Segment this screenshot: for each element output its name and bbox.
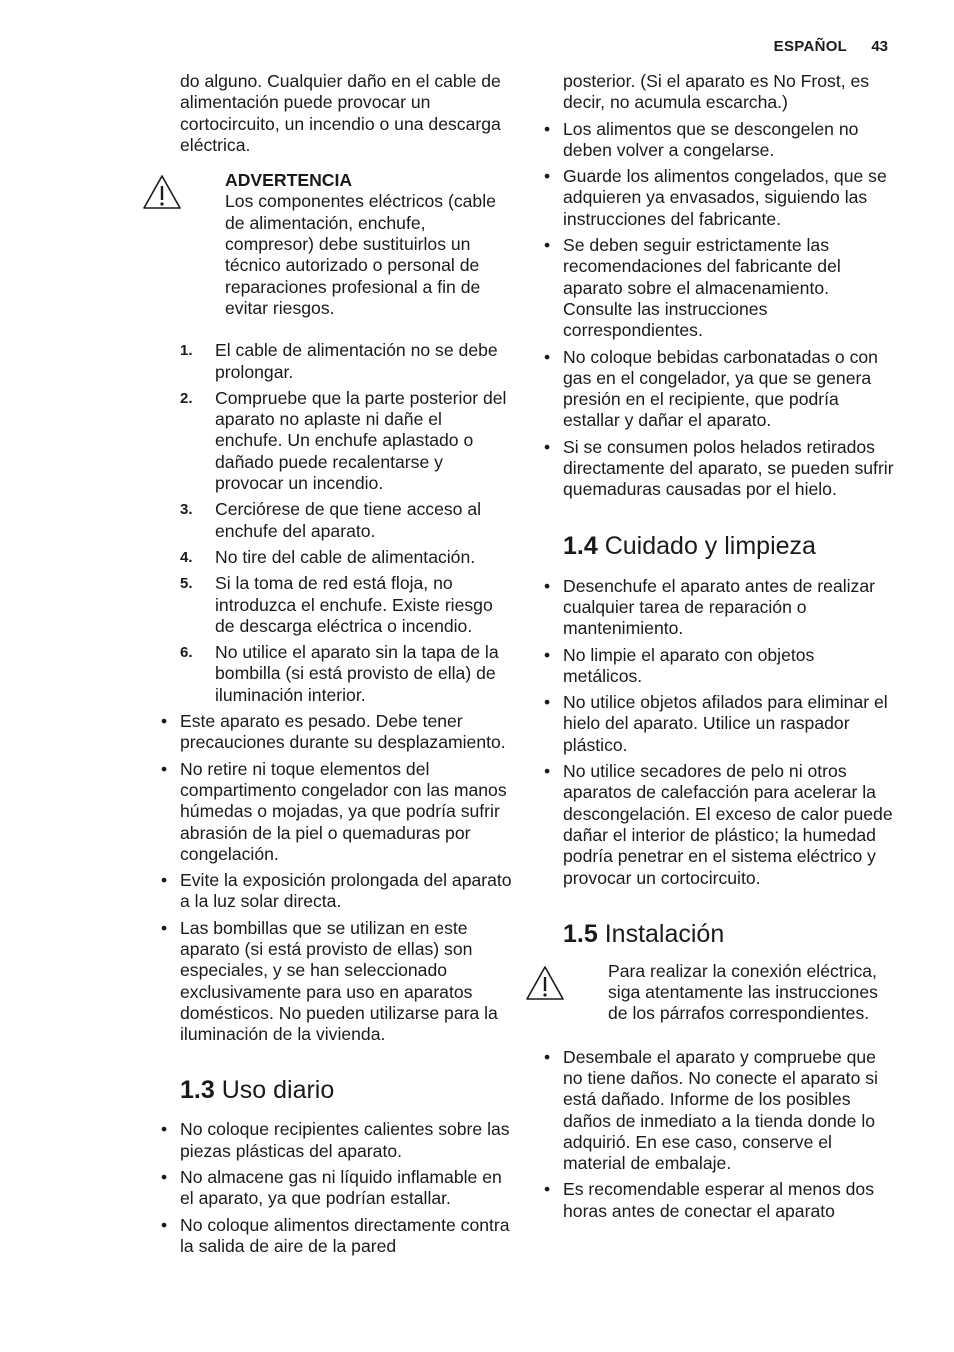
list-item: • No limpie el aparato con objetos metálicos. xyxy=(563,645,898,688)
language-label: ESPAÑOL xyxy=(773,38,848,55)
section-heading-1-3 xyxy=(180,1075,514,1105)
item-text: Compruebe que la parte posterior del aparato no aplaste ni dañe el enchufe. Un enchufe aplastado o dañado puede recalentarse y provocar un incendio. xyxy=(215,387,507,494)
page-number: 43 xyxy=(871,38,888,55)
warning-icon xyxy=(525,965,565,1001)
section-heading-1-5 xyxy=(563,919,898,949)
numbered-item xyxy=(180,388,514,494)
warning-icon xyxy=(142,174,182,210)
section-heading-1-4 xyxy=(563,531,898,561)
list-item: • No retire ni toque elementos del compartimento congelador con las manos húmedas o mojadas, ya que podría sufrir abrasión de la piel o quemaduras por congelación. xyxy=(180,759,514,865)
numbered-item xyxy=(180,547,514,568)
item-number: 3. xyxy=(180,501,193,519)
list-item: • Guarde los alimentos congelados, que se adquieren ya envasados, siguiendo las instrucciones del fabricante. xyxy=(563,166,898,230)
page-header xyxy=(774,38,888,55)
list-item: • No utilice secadores de pelo ni otros aparatos de calefacción para acelerar la descongelación. El exceso de calor puede dañar el interior de plástico; la humedad podría penetrar en el sistema eléctrico y provocar un cortocircuito. xyxy=(563,761,898,889)
item-number: 6. xyxy=(180,644,193,662)
item-text: Si la toma de red está floja, no introduzca el enchufe. Existe riesgo de descarga eléctrica o incendio. xyxy=(215,573,493,636)
item-number: 1. xyxy=(180,342,193,360)
right-column xyxy=(563,71,898,1227)
left-column xyxy=(180,71,514,1262)
list-item: • Evite la exposición prolongada del aparato a la luz solar directa. xyxy=(180,870,514,913)
item-text: El cable de alimentación no se debe prolongar. xyxy=(215,340,498,382)
warning-block xyxy=(180,170,514,319)
bullet-list xyxy=(180,711,514,1045)
item-text: Cerciórese de que tiene acceso al enchufe del aparato. xyxy=(215,499,482,541)
section-number: 1.5 xyxy=(563,919,598,948)
list-item: • No utilice objetos afilados para eliminar el hielo del aparato. Utilice un raspador plástico. xyxy=(563,692,898,756)
list-item: • Desenchufe el aparato antes de realizar cualquier tarea de reparación o mantenimiento. xyxy=(563,576,898,640)
numbered-item xyxy=(180,642,514,706)
section-title: Instalación xyxy=(604,919,725,948)
list-item: • No coloque bebidas carbonatadas o con gas en el congelador, ya que se genera presión en el recipiente, que podría estallar y dañar el aparato. xyxy=(563,347,898,432)
continued-paragraph: posterior. (Si el aparato es No Frost, es decir, no acumula escarcha.) xyxy=(563,71,870,113)
list-item: • Es recomendable esperar al menos dos horas antes de conectar el aparato xyxy=(563,1179,898,1222)
list-item: • Desembale el aparato y compruebe que no tiene daños. No conecte el aparato si está dañado. Informe de los posibles daños de inmediato a la tienda donde lo adquirió. En ese caso, conserve el material de embalaje. xyxy=(563,1047,898,1175)
section-title: Uso diario xyxy=(221,1076,335,1105)
bullet-list xyxy=(563,119,898,501)
item-text: No utilice el aparato sin la tapa de la bombilla (si está provisto de ella) de iluminación interior. xyxy=(215,642,499,705)
numbered-item xyxy=(180,573,514,637)
item-text: No tire del cable de alimentación. xyxy=(215,546,476,567)
list-item: • Los alimentos que se descongelen no deben volver a congelarse. xyxy=(563,119,898,162)
warning-title: ADVERTENCIA xyxy=(225,170,353,191)
intro-paragraph: do alguno. Cualquier daño en el cable de alimentación puede provocar un cortocircuito, un incendio o una descarga eléctrica. xyxy=(180,71,501,155)
note-text: Para realizar la conexión eléctrica, siga atentamente las instrucciones de los párrafos correspondientes. xyxy=(608,960,878,1024)
section-number: 1.4 xyxy=(563,531,598,560)
item-number: 4. xyxy=(180,548,193,566)
numbered-list xyxy=(180,340,514,706)
bullet-list xyxy=(563,1047,898,1222)
warning-text: Los componentes eléctricos (cable de alimentación, enchufe, compresor) debe sustituirlos un técnico autorizado o personal de reparaciones profesional a fin de evitar riesgos. xyxy=(225,191,496,318)
numbered-item xyxy=(180,499,514,542)
bullet-list xyxy=(180,1119,514,1257)
numbered-item xyxy=(180,340,514,383)
item-number: 5. xyxy=(180,575,193,593)
list-item: • Si se consumen polos helados retirados directamente del aparato, se pueden sufrir quemaduras causadas por el hielo. xyxy=(563,437,898,501)
section-title: Cuidado y limpieza xyxy=(604,531,816,560)
list-item: • No coloque recipientes calientes sobre las piezas plásticas del aparato. xyxy=(180,1119,514,1162)
section-number: 1.3 xyxy=(180,1076,215,1105)
list-item: • Este aparato es pesado. Debe tener precauciones durante su desplazamiento. xyxy=(180,711,514,754)
list-item: • No coloque alimentos directamente contra la salida de aire de la pared xyxy=(180,1215,514,1258)
list-item: • No almacene gas ni líquido inflamable en el aparato, ya que podrían estallar. xyxy=(180,1167,514,1210)
bullet-list xyxy=(563,576,898,889)
list-item: • Las bombillas que se utilizan en este aparato (si está provisto de ellas) son especiales, y se han seleccionado exclusivamente para uso en aparatos domésticos. No pueden utilizarse para la iluminación de la vivienda. xyxy=(180,918,514,1046)
note-block xyxy=(563,961,898,1025)
list-item: • Se deben seguir estrictamente las recomendaciones del fabricante del aparato sobre el almacenamiento. Consulte las instrucciones correspondientes. xyxy=(563,235,898,341)
item-number: 2. xyxy=(180,389,193,407)
